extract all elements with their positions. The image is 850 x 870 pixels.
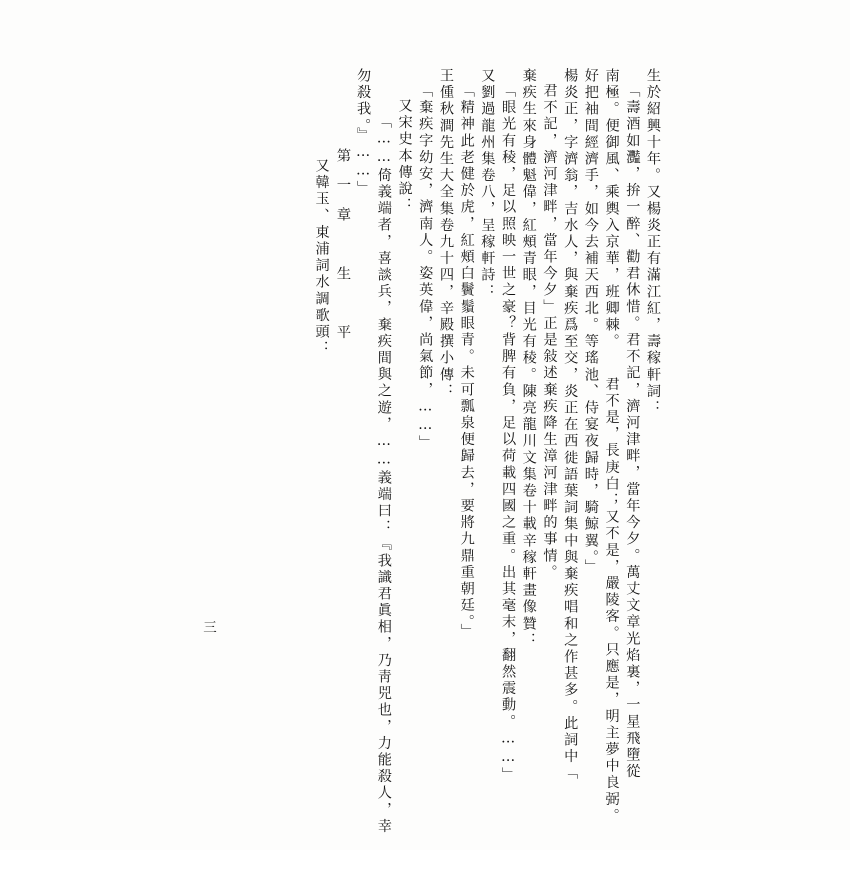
text-column: 又劉過龍州集卷八，呈稼軒詩： <box>479 68 496 301</box>
text-column: 勿殺我。』……」 <box>355 68 372 198</box>
vertical-text-block <box>308 68 661 835</box>
text-column: 「……倚義端者，喜談兵，棄疾間與之遊，……義端曰：『我識君眞相，乃靑兕也，力能殺人，幸 <box>375 114 392 835</box>
text-column: 楊炎正，字濟翁，吉水人，與棄疾爲至交，炎正在西徙語葉詞集中與棄疾唱和之作甚多。此詞中「 <box>562 68 579 782</box>
text-column: 又宋史本傳說： <box>396 98 413 215</box>
chapter-heading: 第一章 生 平 <box>334 148 351 354</box>
text-column: 「棄疾字幼安，濟南人。姿英偉，尚氣節，……」 <box>417 83 434 452</box>
text-column: 君不記，濟河津畔，當年今夕」正是敍述棄疾降生漳河津畔的事情。 <box>541 83 558 581</box>
page-number: 三 <box>200 620 216 636</box>
text-column: 「眼光有稜，足以照映一世之豪？背脾有負，足以荷載四國之重。出其毫末，翻然震動。……」 <box>500 83 517 784</box>
text-column: 「精神此老健於虎，紅頰白鬢鬚眼青。未可瓢泉便歸去，要將九鼎重朝廷。」 <box>458 83 475 641</box>
text-column: 南極。便御風、乘輿入京華，班卿棘。 君不是，長庚白；又不是，嚴陵客。只應是，明主夢中良弼。 <box>603 68 620 825</box>
text-column: 「壽酒如灩，拚一醉、勸君休惜。君不記，濟河津畔，當年今夕。萬丈文章光焰裏，一星飛墮從 <box>624 83 641 781</box>
text-column: 好把袖間經濟手，如今去補天西北。等瑤池、侍宴夜歸時，騎鯨翼。」 <box>582 68 599 576</box>
text-column: 又韓玉、東浦詞水調歌頭： <box>313 158 330 358</box>
text-column: 棄疾生來身體魁偉，紅頰青眼，目光有稜。陳亮龍川文集卷十載辛稼軒畫像贊： <box>520 68 537 649</box>
text-column: 生於紹興十年。又楊炎正有滿江紅，壽稼軒詞： <box>645 68 661 417</box>
text-column: 王偅秋澗先生大全集卷九十四，辛殿撰小傳： <box>437 68 454 400</box>
